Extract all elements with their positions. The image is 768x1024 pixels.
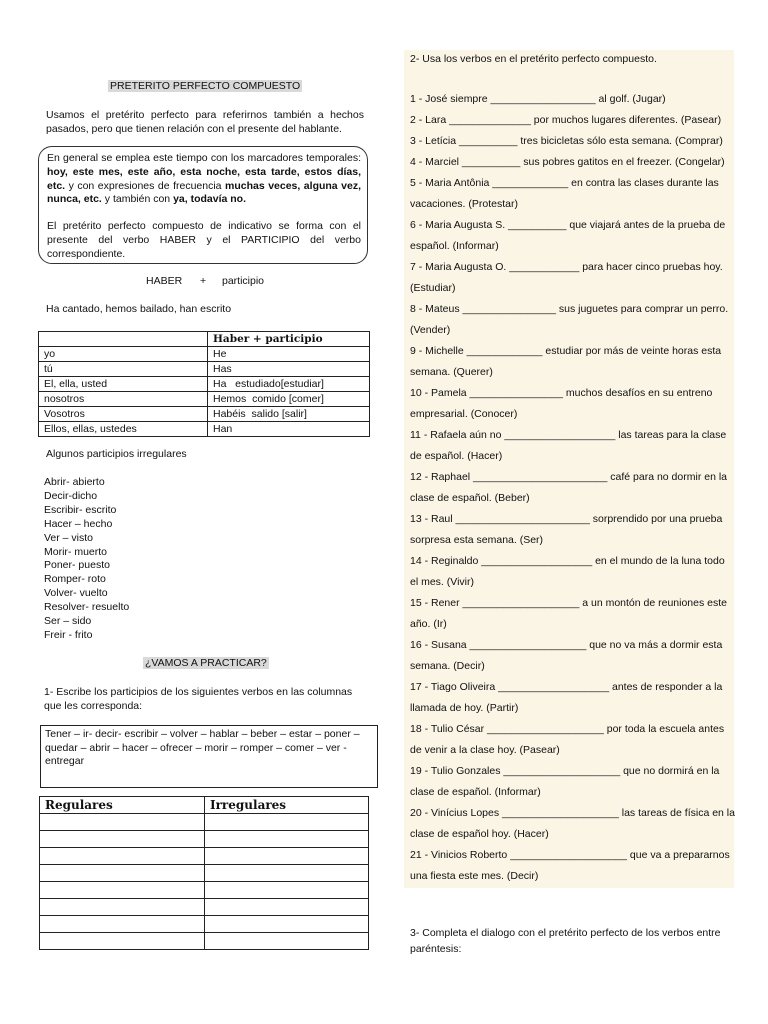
rules-paragraph-1: En general se emplea este tiempo con los marcadores temporales: hoy, este mes, este año, esta noche, esta tarde, estos días, etc. y con expresiones de frecuencia muchas veces, alguna vez, nunca, etc. y también con ya, todavía no.	[47, 152, 361, 206]
table-row	[40, 848, 369, 865]
list-item: Resolver- resuelto	[44, 601, 130, 614]
exercise-item: 16 - Susana ____________________ que no va más a dormir esta semana. (Decir)	[410, 639, 723, 672]
exercise-item: 6 - Maria Augusta S. __________ que viajará antes de la prueba de español. (Informar)	[410, 219, 726, 252]
formula-haber: HABER	[146, 275, 183, 287]
list-item: Decir-dicho	[44, 489, 98, 502]
examples-line: Ha cantado, hemos bailado, han escrito	[46, 303, 232, 315]
list-item: Abrir- abierto	[44, 476, 105, 488]
exercise-item: 14 - Reginaldo ___________________ en el mundo de la luna todo el mes. (Vivir)	[410, 555, 725, 588]
list-item: Ver – visto	[44, 531, 94, 544]
table-row: Vosotros Habéis salido [salir]	[39, 407, 370, 422]
table-row	[40, 899, 369, 916]
irregular-participles-list	[44, 476, 129, 643]
regular-irregular-table	[39, 796, 369, 950]
table-row	[39, 332, 370, 347]
table-row	[40, 797, 369, 814]
table-row	[40, 933, 369, 950]
rules-paragraph-2: El pretérito perfecto compuesto de indicativo se forma con el presente del verbo HABER y el PARTICIPIO del verbo correspondiente.	[47, 220, 361, 260]
verbs-box: Tener – ir- decir- escribir – volver – hablar – beber – estar – poner – quedar – abrir – hacer – ofrecer – morir – romper – comer – ver - entregar	[40, 725, 378, 788]
table-row: yo He	[39, 347, 370, 362]
list-item: Ser – sido	[44, 615, 92, 628]
table-row: El, ella, usted Ha estudiado[estudiar]	[39, 377, 370, 392]
table-row	[40, 882, 369, 899]
exercise-item: 9 - Michelle _____________ estudiar por más de veinte horas esta semana. (Querer)	[410, 345, 722, 378]
list-item: Volver- vuelto	[44, 587, 108, 600]
exercise-item: 2 - Lara ______________ por muchos lugares diferentes. (Pasear)	[410, 114, 722, 126]
list-item: Morir- muerto	[44, 545, 108, 558]
exercise-item: 15 - Rener ____________________ a un montón de reuniones este año. (Ir)	[410, 597, 728, 630]
table-row	[40, 865, 369, 882]
exercise-item: 18 - Tulio César ____________________ por toda la escuela antes de venir a la clase hoy. (Pasear)	[410, 723, 725, 756]
rules-box	[38, 146, 368, 264]
page-title: PRETERITO PERFECTO COMPUESTO	[110, 80, 301, 92]
conjugation-table	[38, 331, 370, 437]
exercise-item: 10 - Pamela ________________ muchos desafíos en su entreno empresarial. (Conocer)	[410, 387, 713, 420]
formula-plus: +	[200, 275, 207, 287]
practice-title: ¿VAMOS A PRACTICAR?	[145, 657, 267, 669]
exercise-item: 1 - José siempre __________________ al golf. (Jugar)	[410, 93, 666, 105]
list-item: Romper- roto	[44, 573, 106, 586]
table-row	[40, 814, 369, 831]
table-row: nosotros Hemos comido [comer]	[39, 392, 370, 407]
exercise-item: 7 - Maria Augusta O. ____________ para hacer cinco pruebas hoy. (Estudiar)	[410, 261, 723, 294]
formula-participio: participio	[222, 275, 265, 287]
exercise-item: 11 - Rafaela aún no ___________________ las tareas para la clase de español. (Hacer)	[410, 429, 727, 462]
irregulares-header: Irregulares	[205, 797, 369, 814]
table-row: tú Has	[39, 362, 370, 377]
exercise-3-instructions: 3- Completa el dialogo con el pretérito perfecto de los verbos entre paréntesis:	[410, 927, 721, 955]
exercise-item: 4 - Marciel __________ sus pobres gatitos en el freezer. (Congelar)	[410, 156, 725, 168]
irregular-title: Algunos participios irregulares	[46, 448, 187, 460]
exercise-item: 13 - Raul _______________________ sorprendido por una prueba sorpresa esta semana. (Ser)	[410, 513, 723, 546]
list-item: Poner- puesto	[44, 559, 110, 572]
exercise-item: 20 - Vinícius Lopes ____________________ las tareas de física en la clase de español hoy. (Hacer)	[410, 807, 735, 840]
table-row	[40, 916, 369, 933]
list-item: Escribir- escrito	[44, 503, 117, 516]
table-row	[40, 831, 369, 848]
intro-paragraph: Usamos el pretérito perfecto para referirnos también a hechos pasados, pero que tienen relación con el presente del hablante.	[46, 109, 364, 135]
exercise-item: 3 - Letícia __________ tres bicicletas sólo esta semana. (Comprar)	[410, 135, 723, 147]
regulares-header: Regulares	[40, 797, 205, 814]
table-header: Haber + participio	[208, 332, 370, 347]
exercise-item: 5 - Maria Antônia _____________ en contra las clases durante las vacaciones. (Protestar)	[410, 177, 719, 210]
table-row: Ellos, ellas, ustedes Han	[39, 422, 370, 437]
list-item: Freir - frito	[44, 628, 93, 641]
exercise-2-title: 2- Usa los verbos en el pretérito perfecto compuesto.	[410, 53, 657, 65]
exercise-item: 8 - Mateus ________________ sus juguetes para comprar un perro. (Vender)	[410, 303, 729, 336]
list-item: Hacer – hecho	[44, 517, 113, 530]
exercise-item: 19 - Tulio Gonzales ____________________ que no dormirá en la clase de español. (Informar)	[410, 765, 720, 798]
exercise-item: 21 - Vinicios Roberto ____________________ que va a prepararnos una fiesta este mes. (Decir)	[410, 849, 730, 882]
exercise-item: 12 - Raphael _______________________ café para no dormir en la clase de español. (Beber)	[410, 471, 727, 504]
exercise-1-instructions: 1- Escribe los participios de los siguientes verbos en las columnas que les corresponda:	[44, 686, 353, 712]
exercise-item: 17 - Tiago Oliveira ___________________ antes de responder a la llamada de hoy. (Partir)	[410, 681, 723, 714]
